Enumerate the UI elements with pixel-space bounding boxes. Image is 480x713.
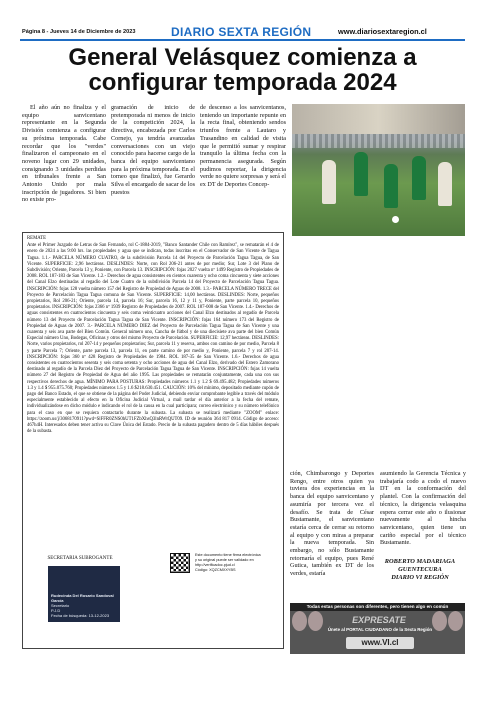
qr-line: y su original puede ser validado en — [195, 558, 254, 562]
author-signature — [370, 558, 470, 582]
headline: General Velásquez comienza a configurar temporada 2024 — [68, 44, 417, 96]
article-col-4: ción, Chimbarongo y Deportes Rengo, entre otros quien ya tuviera dos experiencias en la banca del equipo sanvicentano y asumiría por tercera vez el desafío. Se trata de César Bustamante, el sanvicentano estaría cerca de cerrar su retorno al equipo y con miras a preparar la nueva temporada. Sin embargo, no sólo Bustamante retornaría el equipo, pues René Gutica, también ex DT de los verdes, estaría — [290, 470, 374, 578]
ad-brand: EXPRESATE — [352, 615, 406, 625]
qr-code-text: Código: XQZCMXXYBS — [195, 568, 236, 572]
photo-stands — [292, 104, 465, 134]
qr-validation — [195, 553, 275, 573]
stamp-name: Rudecinda Del Rosario Sandoval García — [51, 593, 114, 603]
author-surname: GUENTECURA — [398, 566, 442, 573]
face-icon — [292, 611, 307, 631]
legal-title: REMATE — [27, 236, 46, 241]
photo-player — [354, 152, 368, 196]
ball-icon — [392, 216, 399, 223]
legal-notice — [27, 236, 279, 436]
qr-link[interactable]: http://verificadoc.pjud.cl — [195, 563, 235, 567]
legal-signer: SECRETARIA SUBROGANTE — [47, 556, 113, 561]
header-divider — [20, 39, 465, 41]
photo-player — [438, 162, 452, 206]
page-info: Página 8 - Jueves 14 de Diciembre de 2023 — [22, 29, 136, 35]
electronic-signature-stamp — [48, 566, 120, 622]
legal-body: Ante el Primer Juzgado de Letras de San Fernando, rol C-1884-2019, "Banco Santander Chile con Ramírez", se rematarán el 4 de enero de 2024 a las 9:00 hrs. las propiedades y agua que se indican, todas inscritas en el Conservador de San Vicente de Tagua Tagua. 1.1.- PARCELA NÚMERO CUATRO, de la subdivisión Parcela 14 del Proyecto de Parcelación Tagua Tagua, de San Vicente. SUPERFICIE: 2,96 hectáreas. DESLINDES: Norte, con Rol 206-21 antes de por medio; Sur, Lote 3 del Plano de Subdivisión; Oriente, Parcela 13 y, Poniente, con Parcela 13. INSCRIPCIÓN: fojas 2027 vuelta nº 1499 Registro de Propiedades de 2008. ROL 187-183 de San Vicente. 1.2.- Derechos de agua consistentes en cientos cuarenta y ocho coma cincuenta y siete acciones del Canal Elzo destinadas al regadío del Lote Cuatro de la subdivisión Parcela 14 del Proyecto de Parcelación Tagua Tagua. INSCRIPCIÓN: fojas 128 vuelta número 157 del Registro de Propiedad de Aguas de 2008. 1.3.- PARCELA NÚMERO TRECE del Proyecto de Parcelación Tagua Tagua comuna de San Vicente. SUPERFICIE: 14,00 hectáreas. DESLINDES: Norte, pequeños propietarios, Rol 206-21; Oriente, parcela 14, parcela 16; Sur, parcela 16, 12 y 11 y, Poniente, parte parcela 10, pequeños propietarios. INSCRIPCIÓN: fojas 2366 nº 1939 Registro de Propiedades de 2007. ROL 187-008 de San Vicente. 1.4.- Derechos de aguas consistentes en cuatrocientos cincuenta y seis coma veinticuatro acciones del Canal Elzo destinados al regadío de Parcela número 13 del Proyecto de Parcelación Tagua Tagua de San Vicente. INSCRIPCIÓN: fojas 164 número 173 del Registro de Propiedad de Aguas de 2007. 3.- PARCELA NÚMERO DIEZ del Proyecto de Parcelación Tagua Tagua de San Vicente y una cuarenta y seis ava parte del Bien Común. General número uno, Cancha de fútbol y de una diecisiete ava parte del bien Común Especial número Uno, Bodegas, Oficinas y otros del mismo Proyecto de Parcelación. SUPERFICIE: 12,97 hectáreas. DESLINDES: Norte, varios propietarios, rol 207-14 y pequeños propietarios; Sur, parcela 11 y reserva, ambos con camino de por medio, Parcela 8 y parte Parcela 7; Oriente, parte parcela 13, parcela 11, en parte camino de por medio y, Poniente, parcela 7 y rol 207-14. INSCRIPCIÓN: fojas 360 nº 428 Registro de Propiedades de 1984. ROL 187-35 de San Vicente. 1.6.- Derechos de agua consistentes en cuatrocientos sesenta y seis coma setenta y ocho acciones de agua del Canal Elzo, derivado del Estero Zamorano destinado al regadío de la Parcela Diez del Proyecto de Parcelación Tagua Tagua de San Vicente. INSCRIPCIÓN: fojas 14 vuelta número 27 del Registro de Propiedad de Agua del año 1995. Las propiedades se rematarán conjuntamente, cada una con sus respectivos derechos de agua. MÍNIMO PARA POSTURAS: Propiedades números 1.1 y 1.2 $ 69.495.482; Propiedades números 1.3 y 1.4 $ 955.075.760; Propiedades números 1.5 y 1.6 $218.630.451. CAUCIÓN: 10% del mínimo, depositado mediante cupón de pago del Banco Estado, el que se obtiene de la página del Poder Judicial, debiendo enviar comprobante legible a través del módulo especialmente establecido al efecto en la Oficina Judicial Virtual, a mail tardar el día anterior a la fecha del remate, individualizándose en dicho módulo e indicando el rol de la causa en la cual participara; correo electrónico y su número telefónico para el caso en que se requiera contactarlo durante la subasta. La subasta se realizará mediante "ZOOM" enlace: https://zoom.us/j/3068170911?pwd=SlFFR0ZNS0hUT1FZbXhsQ3lnRWtQUT09. ID de reunión 364 817 0914. Código de acceso: 467h4H. Interesados deben tener activa su Clave Única del Estado. Precio de la subasta pagadero dentro de 5 días hábiles después de la subasta. — [27, 243, 279, 435]
ad-url[interactable]: www.VI.cl — [346, 637, 414, 649]
football-photo — [292, 104, 465, 236]
qr-line: Este documento tiene firma electrónica — [195, 553, 261, 557]
portal-ad[interactable] — [290, 603, 465, 654]
face-icon — [448, 611, 463, 631]
author-outlet: DIARIO VI REGIÓN — [391, 574, 449, 581]
photo-player — [384, 164, 398, 208]
stamp-role: Secretario — [51, 603, 70, 608]
qr-code-icon — [170, 553, 190, 573]
article-col-2: gramación de inicio de pretemporada ni menos de inicio de la competición 2024, la directiva, encabezada por Carlos Cornejo, ya tendría avanzadas conversaciones con un viejo conocido para hacerse cargo de la banca del equipo sanvicentano para la próxima temporada. En el torneo que finalizó, fue Gerardo Silva el encargado de sacar de los puestos — [111, 104, 195, 196]
ad-line: Únete al PORTAL CIUDADANO de la Sexta Región — [327, 627, 433, 632]
article-col-3: de descenso a los sanvicentanos, teniendo un importante repunte en la recta final, obteniendo sendos triunfos frente a Lautaro y Trasandino en calidad de visita que le permitió sumar y respirar tranquilo la última fecha con la permanencia asegurada. Según pudimos reportar, la dirigencia verde no quiere sorpresas y será el ex DT de Deportes Concep- — [200, 104, 286, 189]
author-name: ROBERTO MADARIAGA — [384, 558, 456, 565]
photo-player — [412, 156, 426, 200]
photo-fence — [292, 134, 465, 148]
article-col-5: asumiendo la Gerencia Técnica y trabajaría codo a codo el nuevo DT en la conformación del plantel. Con la confirmación del técnico, la dirigencia velasquina espera cerrar este año o ilusionar nuevamente al hincha sanvicentano, quien tiene un cariño especial por el técnico Bustamante. — [380, 470, 466, 547]
photo-player — [322, 160, 336, 204]
ad-strip: Todas estas personas son diferentes, pero tienen algo en común — [290, 603, 465, 611]
stamp-date: Fecha de búsqueda: 13-12-2023 — [51, 613, 110, 618]
masthead: DIARIO SEXTA REGIÓN — [171, 25, 312, 39]
stamp-org: P.J.D — [51, 608, 61, 613]
website-link[interactable]: www.diariosextaregion.cl — [338, 27, 427, 36]
article-col-1: El año aún no finaliza y el equipo sanvicentano representante en la Segunda División comienza a configurar su próxima temporada. Cabe recordar que los "verdes" finalizaron el campeonato en el noveno lugar con 29 unidades, consignando 3 unidades perdidas en tribunales frente a San Antonio Unido por mala inscripción de jugadores. Si bien no existe pro- — [22, 104, 106, 204]
